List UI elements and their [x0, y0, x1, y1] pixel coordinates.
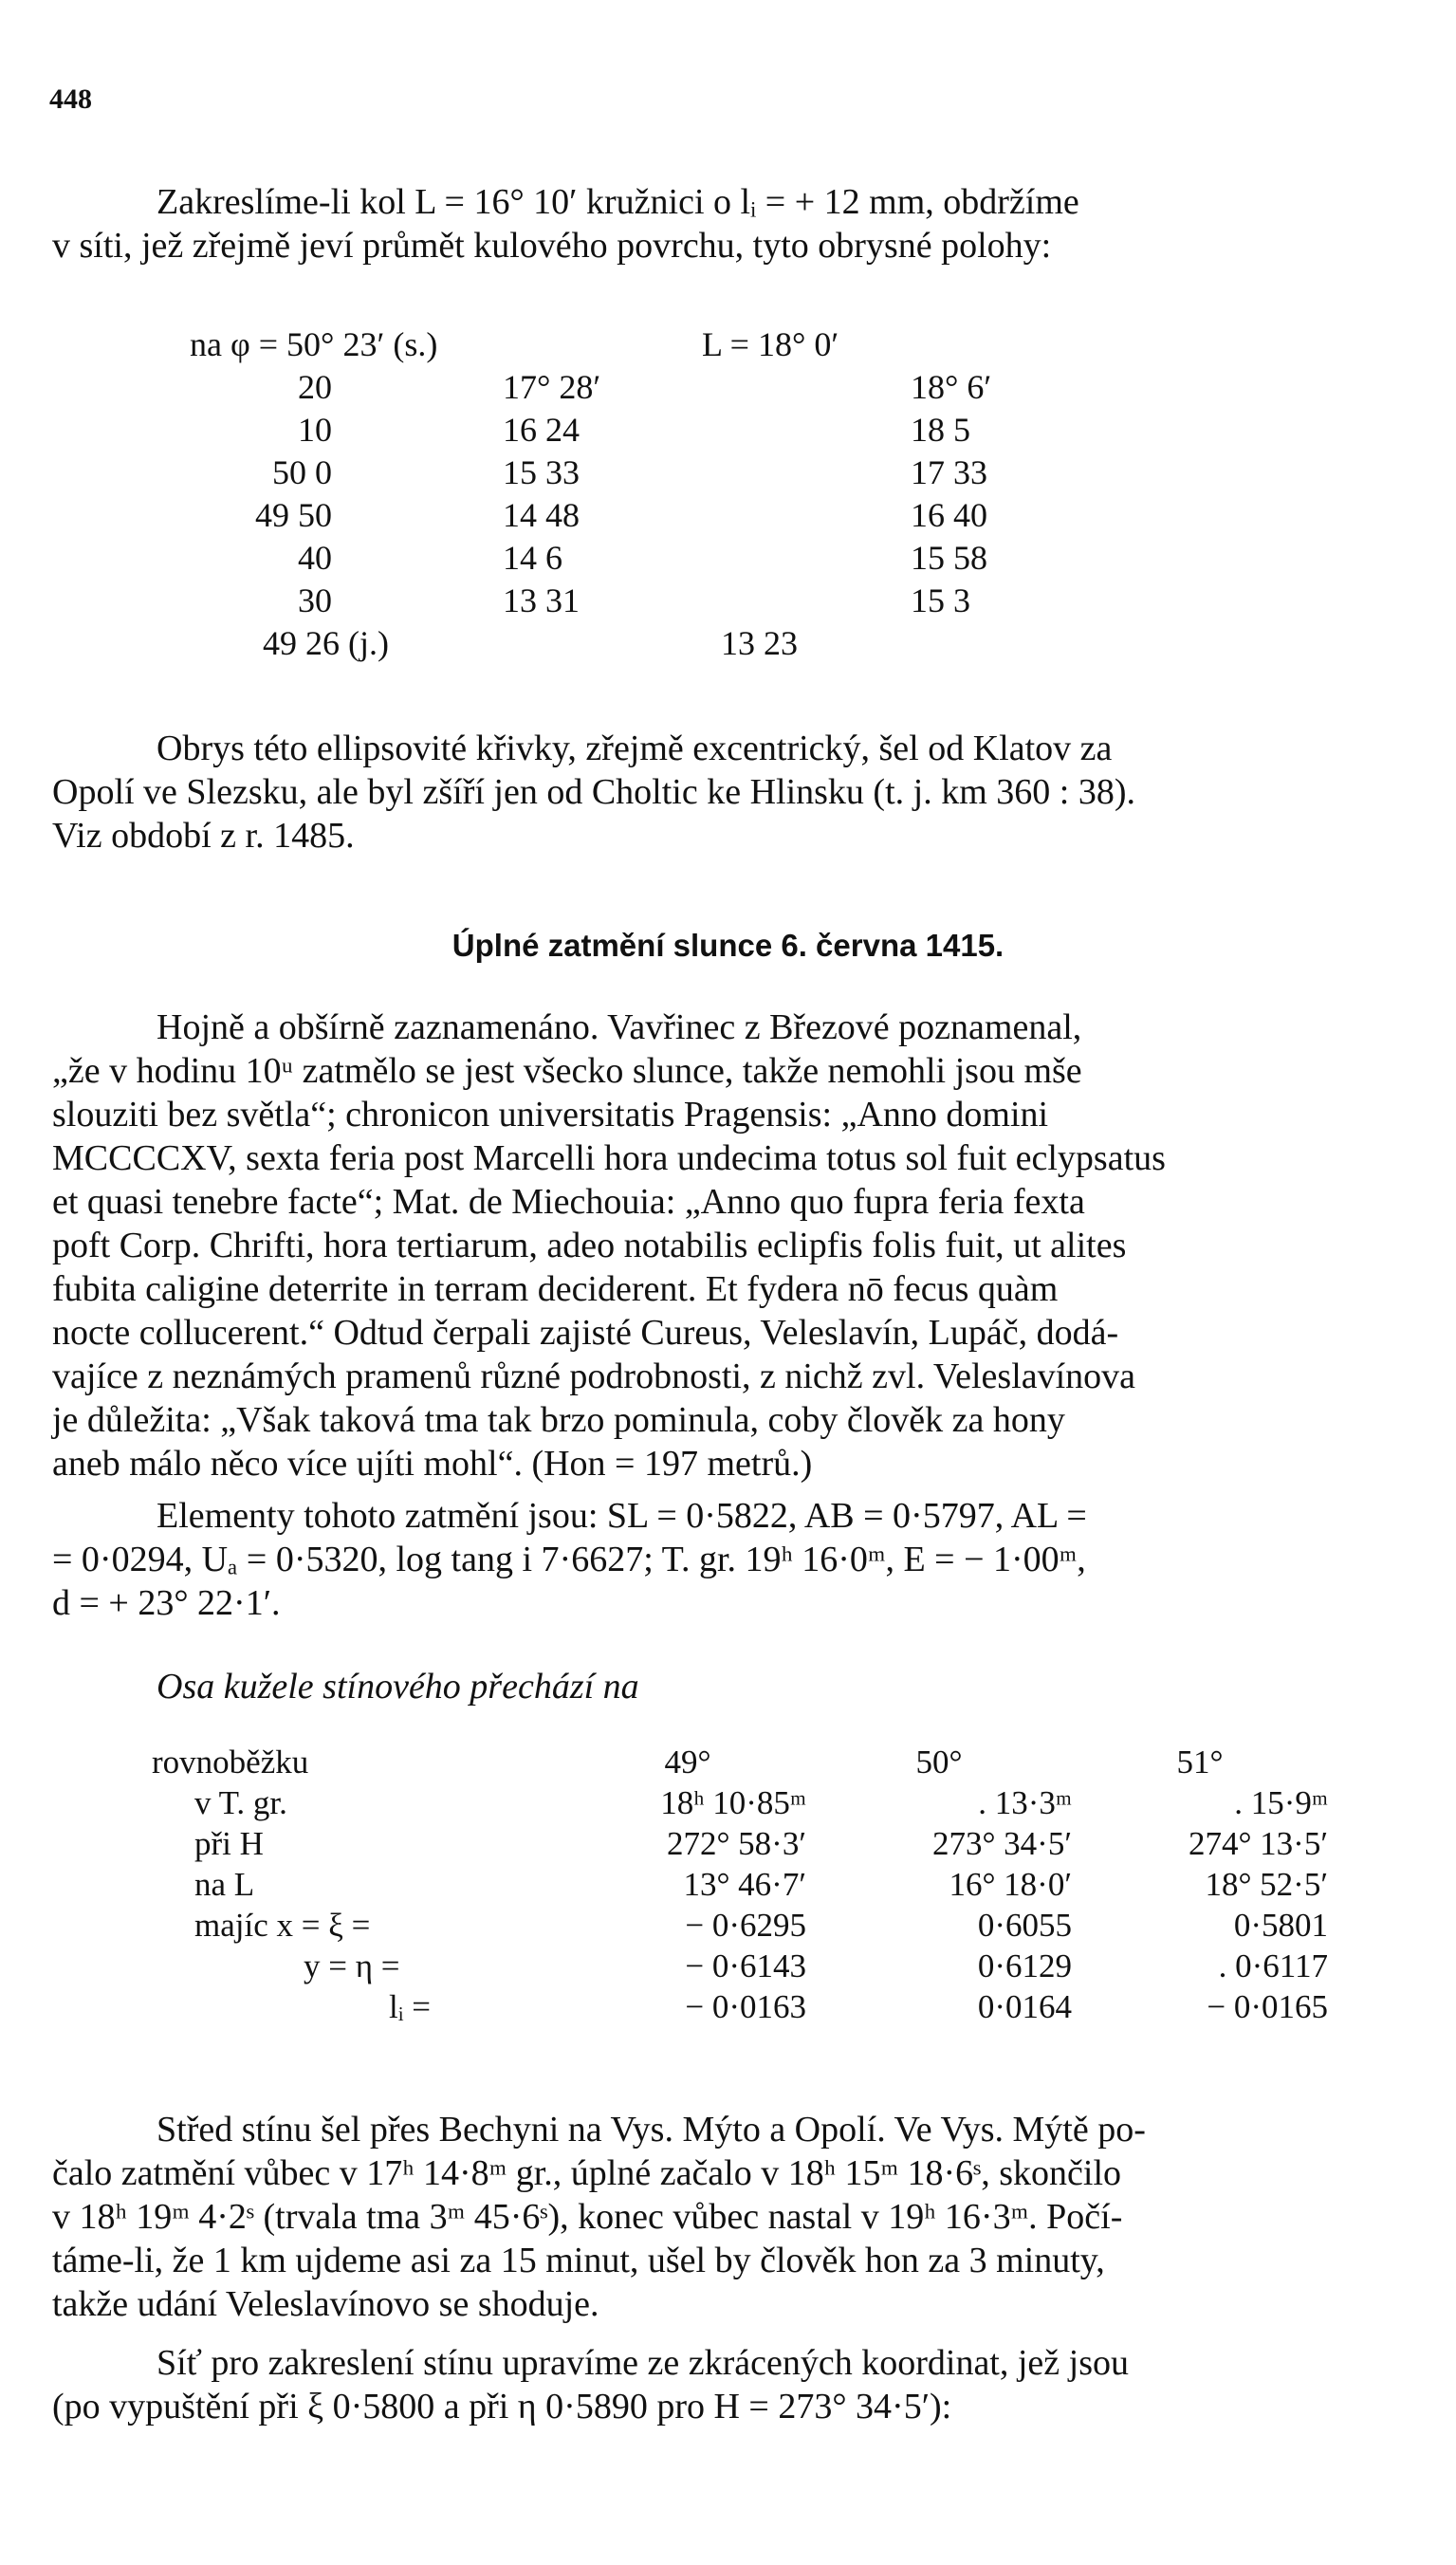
text-line: Viz období z r. 1485.: [52, 816, 355, 856]
text-line: čalo zatmění vůbec v 17ʰ 14·8ᵐ gr., úplné začalo v 18ʰ 15ᵐ 18·6ˢ, skončilo: [52, 2153, 1122, 2193]
table-cell: v T. gr.: [194, 1783, 287, 1821]
text-line: aneb málo něco více ujíti mohl“. (Hon = 197 metrů.): [52, 1444, 813, 1484]
table-row: [190, 451, 1081, 493]
text-line: Síť pro zakreslení stínu upravíme ze zkrácených koordinat, jež jsou: [157, 2343, 1129, 2383]
table-header-row: [190, 323, 1081, 365]
table-cell: [702, 365, 911, 408]
table-row: [152, 1986, 1328, 2027]
table-row: [152, 1782, 1328, 1823]
table-row: [152, 1823, 1328, 1864]
table-cell: [702, 579, 911, 621]
table-cell: na φ = 50° 23′ (s.): [190, 324, 438, 363]
text-line: (po vypuštění při ξ 0·5800 a při η 0·5890 pro H = 273° 34·5′):: [52, 2387, 952, 2427]
table-row: [152, 1905, 1328, 1946]
table-cell: 18ʰ 10·85ᵐ: [660, 1783, 806, 1821]
table-cell: [911, 621, 1081, 664]
table-cell: [911, 323, 1081, 365]
table-cell: . 15·9ᵐ: [1234, 1783, 1328, 1821]
table-cell: 16 24: [503, 410, 580, 449]
text-line: slouziti bez světla“; chronicon universitatis Pragensis: „Anno domini: [52, 1095, 1049, 1135]
text-line: Osa kužele stínového přechází na: [157, 1667, 639, 1707]
table-cell: 50 0: [272, 452, 332, 491]
text-line: Hojně a obšírně zaznamenáno. Vavřinec z Březové poznamenal,: [157, 1007, 1082, 1047]
table-cell: 0·0164: [977, 1987, 1072, 2025]
table-cell: 49 26 (j.): [263, 623, 389, 662]
table-cell: 274° 13·5′: [1188, 1824, 1328, 1862]
table-row: [190, 408, 1081, 451]
text-line: Střed stínu šel přes Bechyni na Vys. Mýto a Opolí. Ve Vys. Mýtě po-: [157, 2110, 1146, 2150]
shadow-center-paragraph: [52, 2108, 1409, 2326]
text-line: Elementy tohoto zatmění jsou: SL = 0·5822, AB = 0·5797, AL =: [157, 1496, 1087, 1536]
table-cell: 17° 28′: [503, 367, 601, 406]
text-line: Opolí ve Slezsku, ale byl zšíří jen od Choltic ke Hlinsku (t. j. km 360 : 38).: [52, 772, 1135, 812]
text-line: fubita caligine deterrite in terram deciderent. Et fydera nō fecus quàm: [52, 1269, 1059, 1309]
table-cell: 0·6129: [977, 1947, 1072, 1984]
table-cell: [503, 621, 702, 664]
table-cell: 20: [298, 367, 332, 406]
table-cell: . 13·3ᵐ: [978, 1783, 1072, 1821]
table-cell: lᵢ =: [389, 1987, 431, 2025]
text-line: nocte collucerent.“ Odtud čerpali zajisté Cureus, Veleslavín, Lupáč, dodá-: [52, 1313, 1119, 1353]
table-cell: 51°: [1176, 1743, 1224, 1781]
table-cell: 18° 52·5′: [1205, 1865, 1328, 1903]
table-cell: 49°: [664, 1743, 711, 1781]
table-cell: 14 6: [503, 538, 562, 577]
section-heading: Úplné zatmění slunce 6. června 1415.: [452, 928, 1004, 963]
table-cell: y = η =: [304, 1947, 400, 1984]
table-cell: 13 23: [721, 623, 798, 662]
osa-line: [52, 1665, 1409, 1708]
text-line: v síti, jež zřejmě jeví průmět kulového povrchu, tyto obrysné polohy:: [52, 226, 1052, 266]
text-line: et quasi tenebre facte“; Mat. de Miechouia: „Anno quo fupra feria fexta: [52, 1182, 1085, 1222]
table-cell: 14 48: [503, 495, 580, 534]
text-line: Obrys této ellipsovité křivky, zřejmě excentrický, šel od Klatov za: [157, 729, 1113, 768]
table-cell: 273° 34·5′: [931, 1824, 1072, 1862]
table-cell: 18° 6′: [911, 367, 992, 406]
table-cell: 15 3: [911, 581, 970, 619]
table-cell: [702, 536, 911, 579]
grid-paragraph: [52, 2341, 1409, 2428]
table-cell: [702, 408, 911, 451]
table-row: [190, 621, 1081, 664]
table-cell: 40: [298, 538, 332, 577]
table-cell: [503, 323, 702, 365]
table-cell: 18 5: [911, 410, 970, 449]
table-cell: − 0·6295: [685, 1906, 806, 1944]
table-cell: 49 50: [255, 495, 332, 534]
text-line: MCCCCXV, sexta feria post Marcelli hora undecima totus sol fuit eclypsatus: [52, 1138, 1166, 1178]
text-line: = 0·0294, Uₐ = 0·5320, log tang i 7·6627; T. gr. 19ʰ 16·0ᵐ, E = − 1·00ᵐ,: [52, 1540, 1086, 1579]
table-cell: 15 33: [503, 452, 580, 491]
obrys-paragraph: [52, 727, 1409, 858]
table-cell: majíc x = ξ =: [194, 1906, 371, 1944]
table-cell: 13° 46·7′: [683, 1865, 806, 1903]
table-cell: 15 58: [911, 538, 987, 577]
text-line: vajíce z neznámých pramenů různé podrobnosti, z nichž zvl. Veleslavínova: [52, 1356, 1136, 1396]
text-line: táme-li, že 1 km ujdeme asi za 15 minut, ušel by člověk hon za 3 minuty,: [52, 2241, 1105, 2280]
shadow-axis-table: [152, 1742, 1328, 2027]
table-row: [190, 579, 1081, 621]
table-cell: 10: [298, 410, 332, 449]
elements-paragraph: [52, 1494, 1409, 1625]
table-row: [190, 365, 1081, 408]
table-row: [152, 1864, 1328, 1905]
page-number: 448: [49, 83, 92, 115]
table-cell: [702, 451, 911, 493]
table-cell: − 0·6143: [685, 1947, 806, 1984]
table-cell: 13 31: [503, 581, 580, 619]
table-cell: . 0·6117: [1218, 1947, 1328, 1984]
table-row: [152, 1946, 1328, 1986]
text-line: poft Corp. Chrifti, hora tertiarum, adeo notabilis eclipfis folis fuit, ut alites: [52, 1226, 1127, 1265]
table-row: [190, 536, 1081, 579]
table-cell: 272° 58·3′: [666, 1824, 806, 1862]
table-cell: L = 18° 0′: [702, 324, 839, 363]
table-cell: 0·6055: [977, 1906, 1072, 1944]
table-cell: 16 40: [911, 495, 987, 534]
text-line: je důležita: „Však taková tma tak brzo pominula, coby člověk za hony: [52, 1400, 1065, 1440]
historical-records-paragraph: [52, 1006, 1409, 1485]
table-cell: [702, 493, 911, 536]
text-line: v 18ʰ 19ᵐ 4·2ˢ (trvala tma 3ᵐ 45·6ˢ), konec vůbec nastal v 19ʰ 16·3ᵐ. Počí-: [52, 2197, 1123, 2237]
table-header-row: [152, 1742, 1328, 1782]
table-cell: 0·5801: [1233, 1906, 1328, 1944]
table-cell: při H: [194, 1824, 264, 1862]
intro-paragraph: [52, 180, 1409, 268]
table-row: [190, 493, 1081, 536]
text-line: „že v hodinu 10ᵘ zatmělo se jest všecko slunce, takže nemohli jsou mše: [52, 1051, 1082, 1091]
table-cell: 16° 18·0′: [949, 1865, 1072, 1903]
text-line: d = + 23° 22·1′.: [52, 1583, 281, 1623]
table-cell: 30: [298, 581, 332, 619]
table-cell: rovnoběžku: [152, 1743, 309, 1781]
table-cell: − 0·0163: [685, 1987, 806, 2025]
table-cell: na L: [194, 1865, 255, 1903]
table-cell: − 0·0165: [1207, 1987, 1328, 2025]
table-cell: 17 33: [911, 452, 987, 491]
contour-table: [190, 323, 1081, 664]
text-line: takže udání Veleslavínovo se shoduje.: [52, 2284, 599, 2324]
text-line: Zakreslíme-li kol L = 16° 10′ kružnici o lᵢ = + 12 mm, obdržíme: [157, 182, 1079, 222]
table-cell: 50°: [915, 1743, 963, 1781]
